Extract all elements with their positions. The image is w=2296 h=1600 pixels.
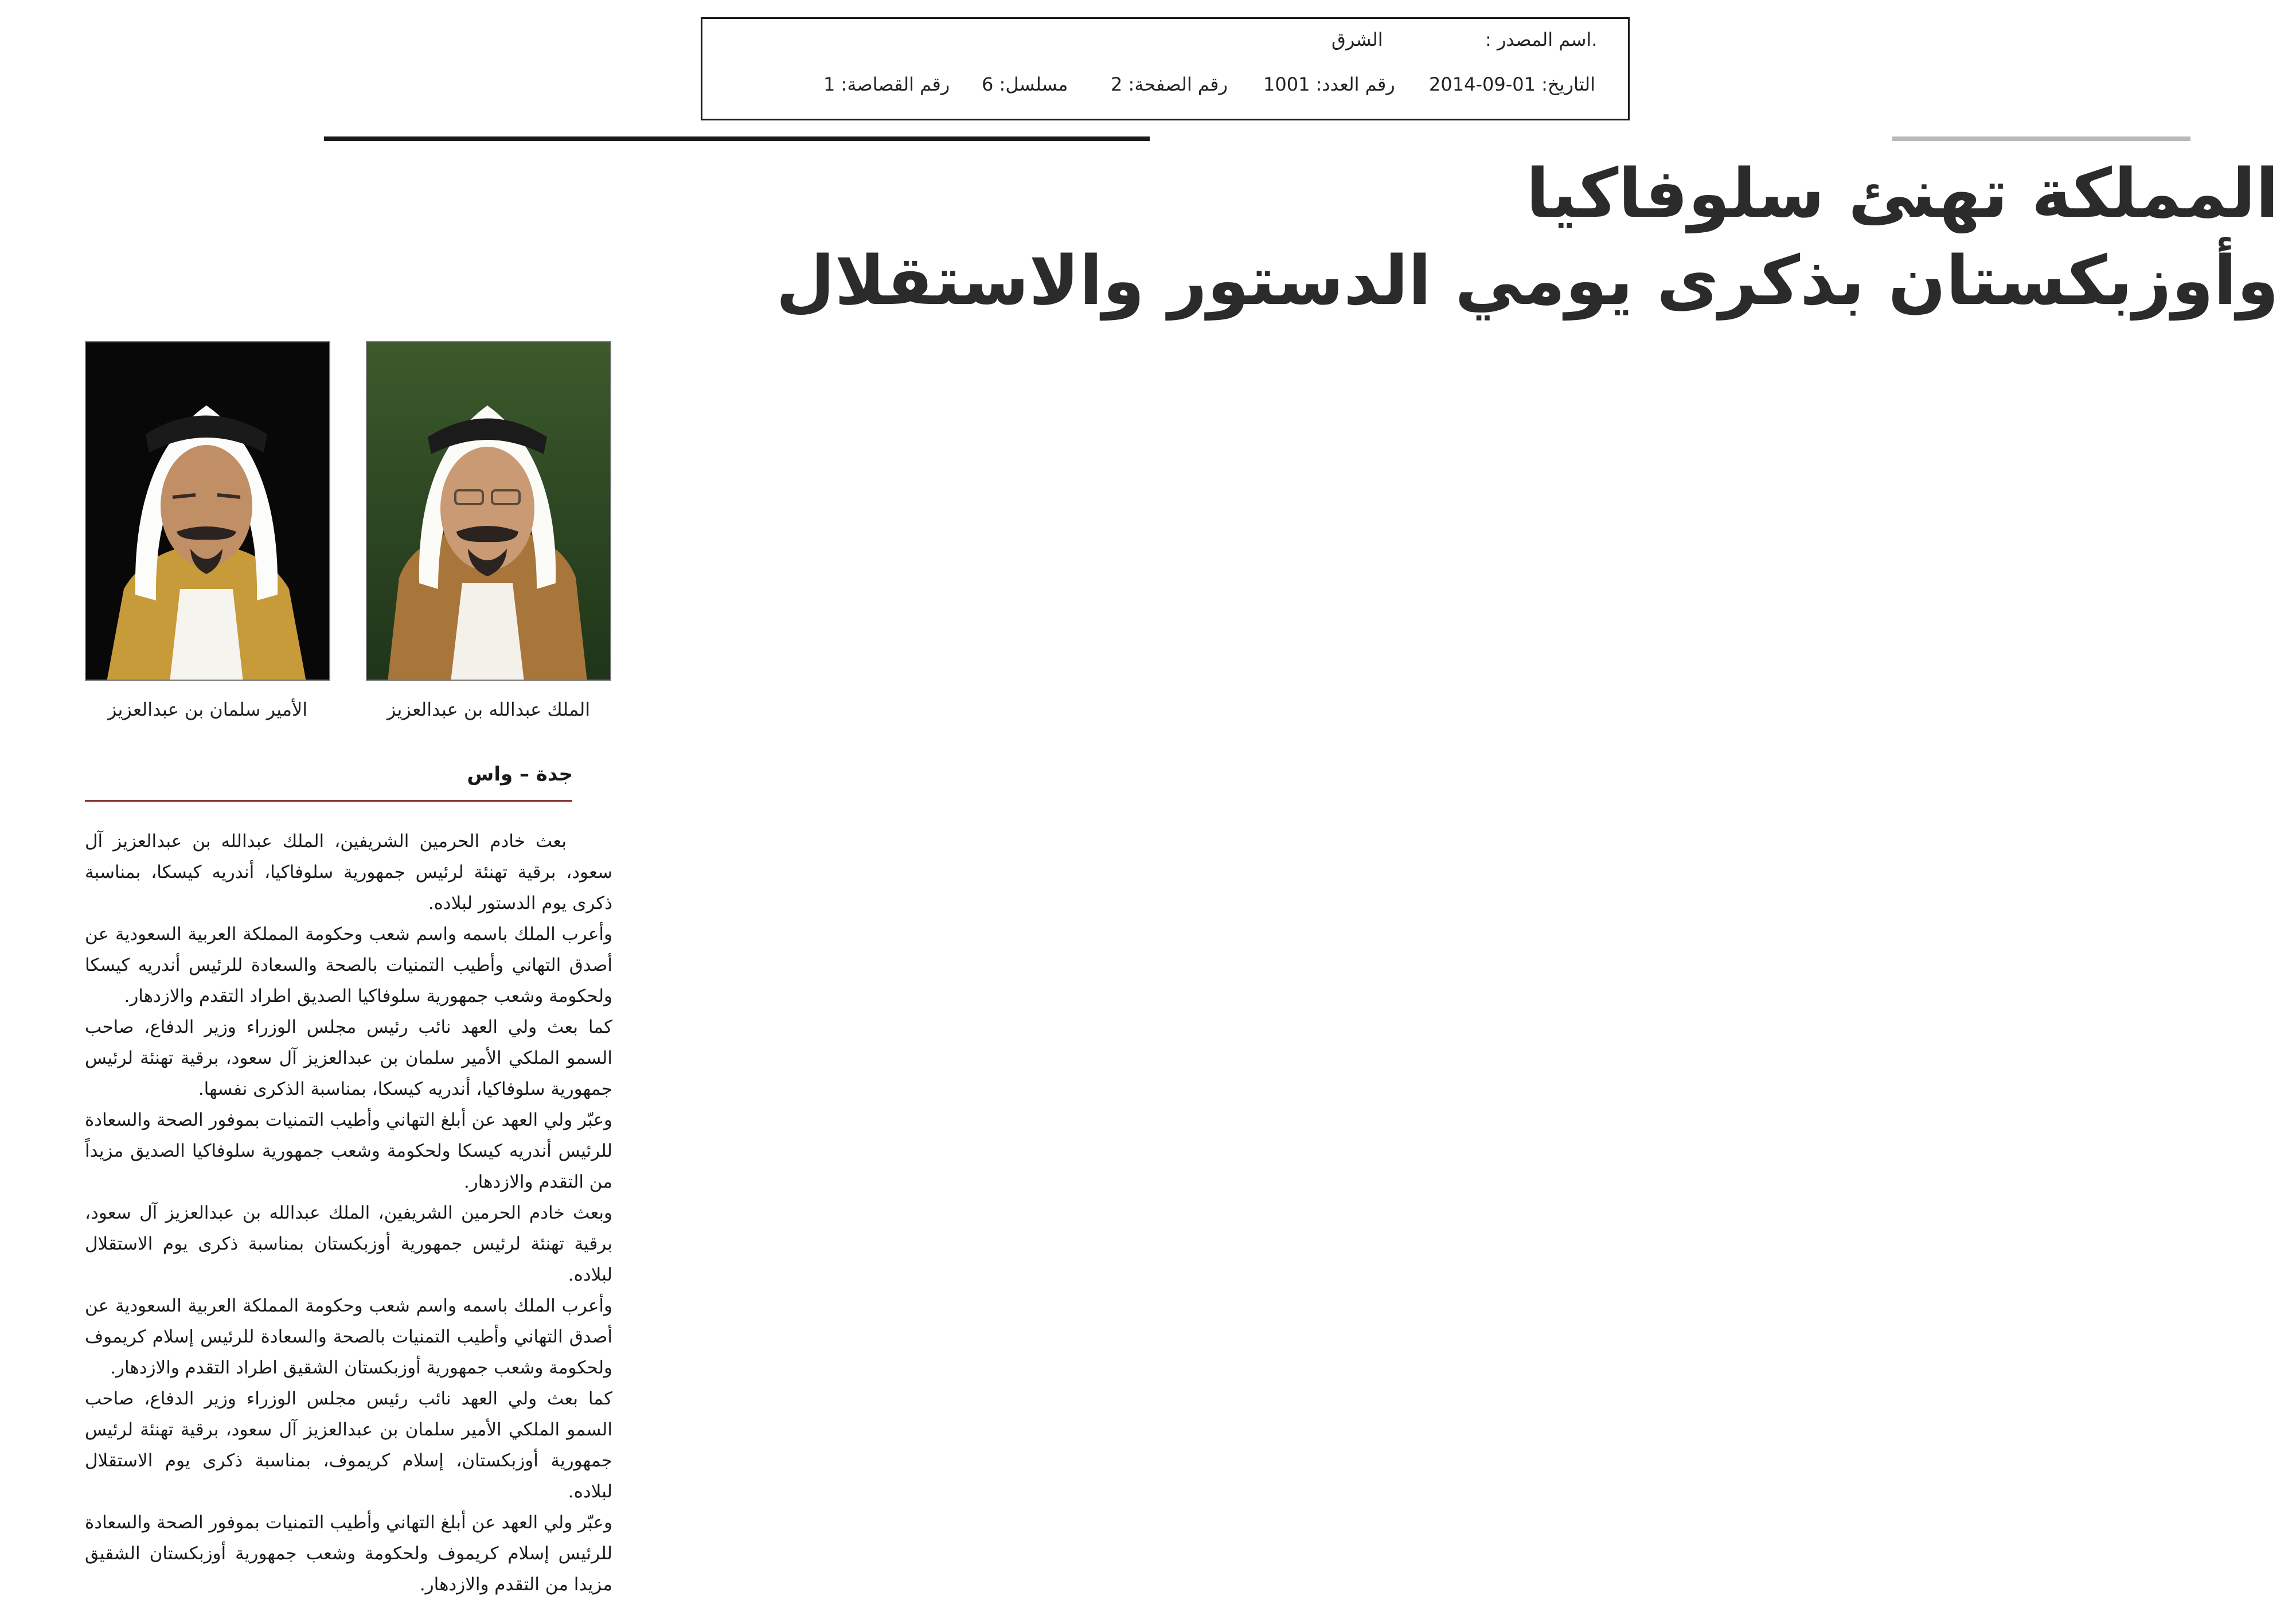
king-abdullah-portrait-image — [366, 342, 610, 681]
prince-salman-photo — [85, 341, 330, 681]
king-abdullah-caption: الملك عبدالله بن عبدالعزيز — [386, 698, 591, 720]
source-value: الشرق — [1331, 29, 1383, 50]
prince-salman-portrait-image — [85, 342, 329, 681]
headline-rule-left — [324, 136, 1150, 141]
headline-rule-right — [1892, 136, 2190, 141]
headline-line-1: المملكة تهنئ سلوفاكيا — [1526, 154, 2279, 233]
headline-line-2: وأوزبكستان بذكرى يومي الدستور والاستقلال — [776, 241, 2279, 320]
clip-field: رقم القصاصة: 1 — [823, 73, 950, 95]
dateline: جدة – واس — [467, 763, 573, 786]
source-label: .اسم المصدر : — [1485, 29, 1598, 50]
article-paragraph: بعث خادم الحرمين الشريفين، الملك عبدالله بن عبدالعزيز آل سعود، برقية تهنئة لرئيس جمهورية سلوفاكيا، أندريه كيسكا، بمناسبة ذكرى يوم الدستور لبلاده. — [85, 831, 612, 914]
serial-field: مسلسل: 6 — [982, 73, 1068, 95]
article-paragraph: وأعرب الملك باسمه واسم شعب وحكومة المملكة العربية السعودية عن أصدق التهاني وأطيب التمنيات بالصحة والسعادة للرئيس إسلام كريموف ولحكومة وشعب جمهورية أوزبكستان الشقيق اطراد التقدم والازدهار. — [85, 1295, 612, 1378]
king-abdullah-photo — [366, 341, 611, 681]
prince-salman-caption: الأمير سلمان بن عبدالعزيز — [107, 698, 308, 720]
issue-field: رقم العدد: 1001 — [1263, 73, 1395, 95]
article-paragraph: وبعث خادم الحرمين الشريفين، الملك عبدالله بن عبدالعزيز آل سعود، برقية تهنئة لرئيس جمهورية أوزبكستان بمناسبة ذكرى يوم الاستقلال لبلاده. — [85, 1203, 612, 1285]
article-paragraph: كما بعث ولي العهد نائب رئيس مجلس الوزراء وزير الدفاع، صاحب السمو الملكي الأمير سلمان بن عبدالعزيز آل سعود، برقية تهنئة لرئيس جمهورية أوزبكستان، إسلام كريموف، بمناسبة ذكرى يوم الاستقلال لبلاده. — [85, 1388, 612, 1502]
article-paragraph: كما بعث ولي العهد نائب رئيس مجلس الوزراء وزير الدفاع، صاحب السمو الملكي الأمير سلمان بن عبدالعزيز آل سعود، برقية تهنئة لرئيس جمهورية سلوفاكيا، أندريه كيسكا، بمناسبة الذكرى نفسها. — [85, 1017, 612, 1099]
date-field: التاريخ: 01-09-2014 — [1429, 73, 1595, 95]
dateline-rule — [85, 800, 572, 802]
page-field: رقم الصفحة: 2 — [1111, 73, 1228, 95]
article-body — [85, 826, 612, 1600]
article-paragraph: وعبّر ولي العهد عن أبلغ التهاني وأطيب التمنيات بموفور الصحة والسعادة للرئيس أندريه كيسكا ولحكومة وشعب جمهورية سلوفاكيا الصديق مزيداً من التقدم والازدهار. — [85, 1110, 612, 1192]
article-paragraph: وعبّر ولي العهد عن أبلغ التهاني وأطيب التمنيات بموفور الصحة والسعادة للرئيس إسلام كريموف ولحكومة وشعب جمهورية أوزبكستان الشقيق مزيدا من التقدم والازدهار. — [85, 1512, 612, 1595]
article-paragraph: وأعرب الملك باسمه واسم شعب وحكومة المملكة العربية السعودية عن أصدق التهاني وأطيب التمنيات بالصحة والسعادة للرئيس أندريه كيسكا ولحكومة وشعب جمهورية سلوفاكيا الصديق اطراد التقدم والازدهار. — [85, 924, 612, 1006]
